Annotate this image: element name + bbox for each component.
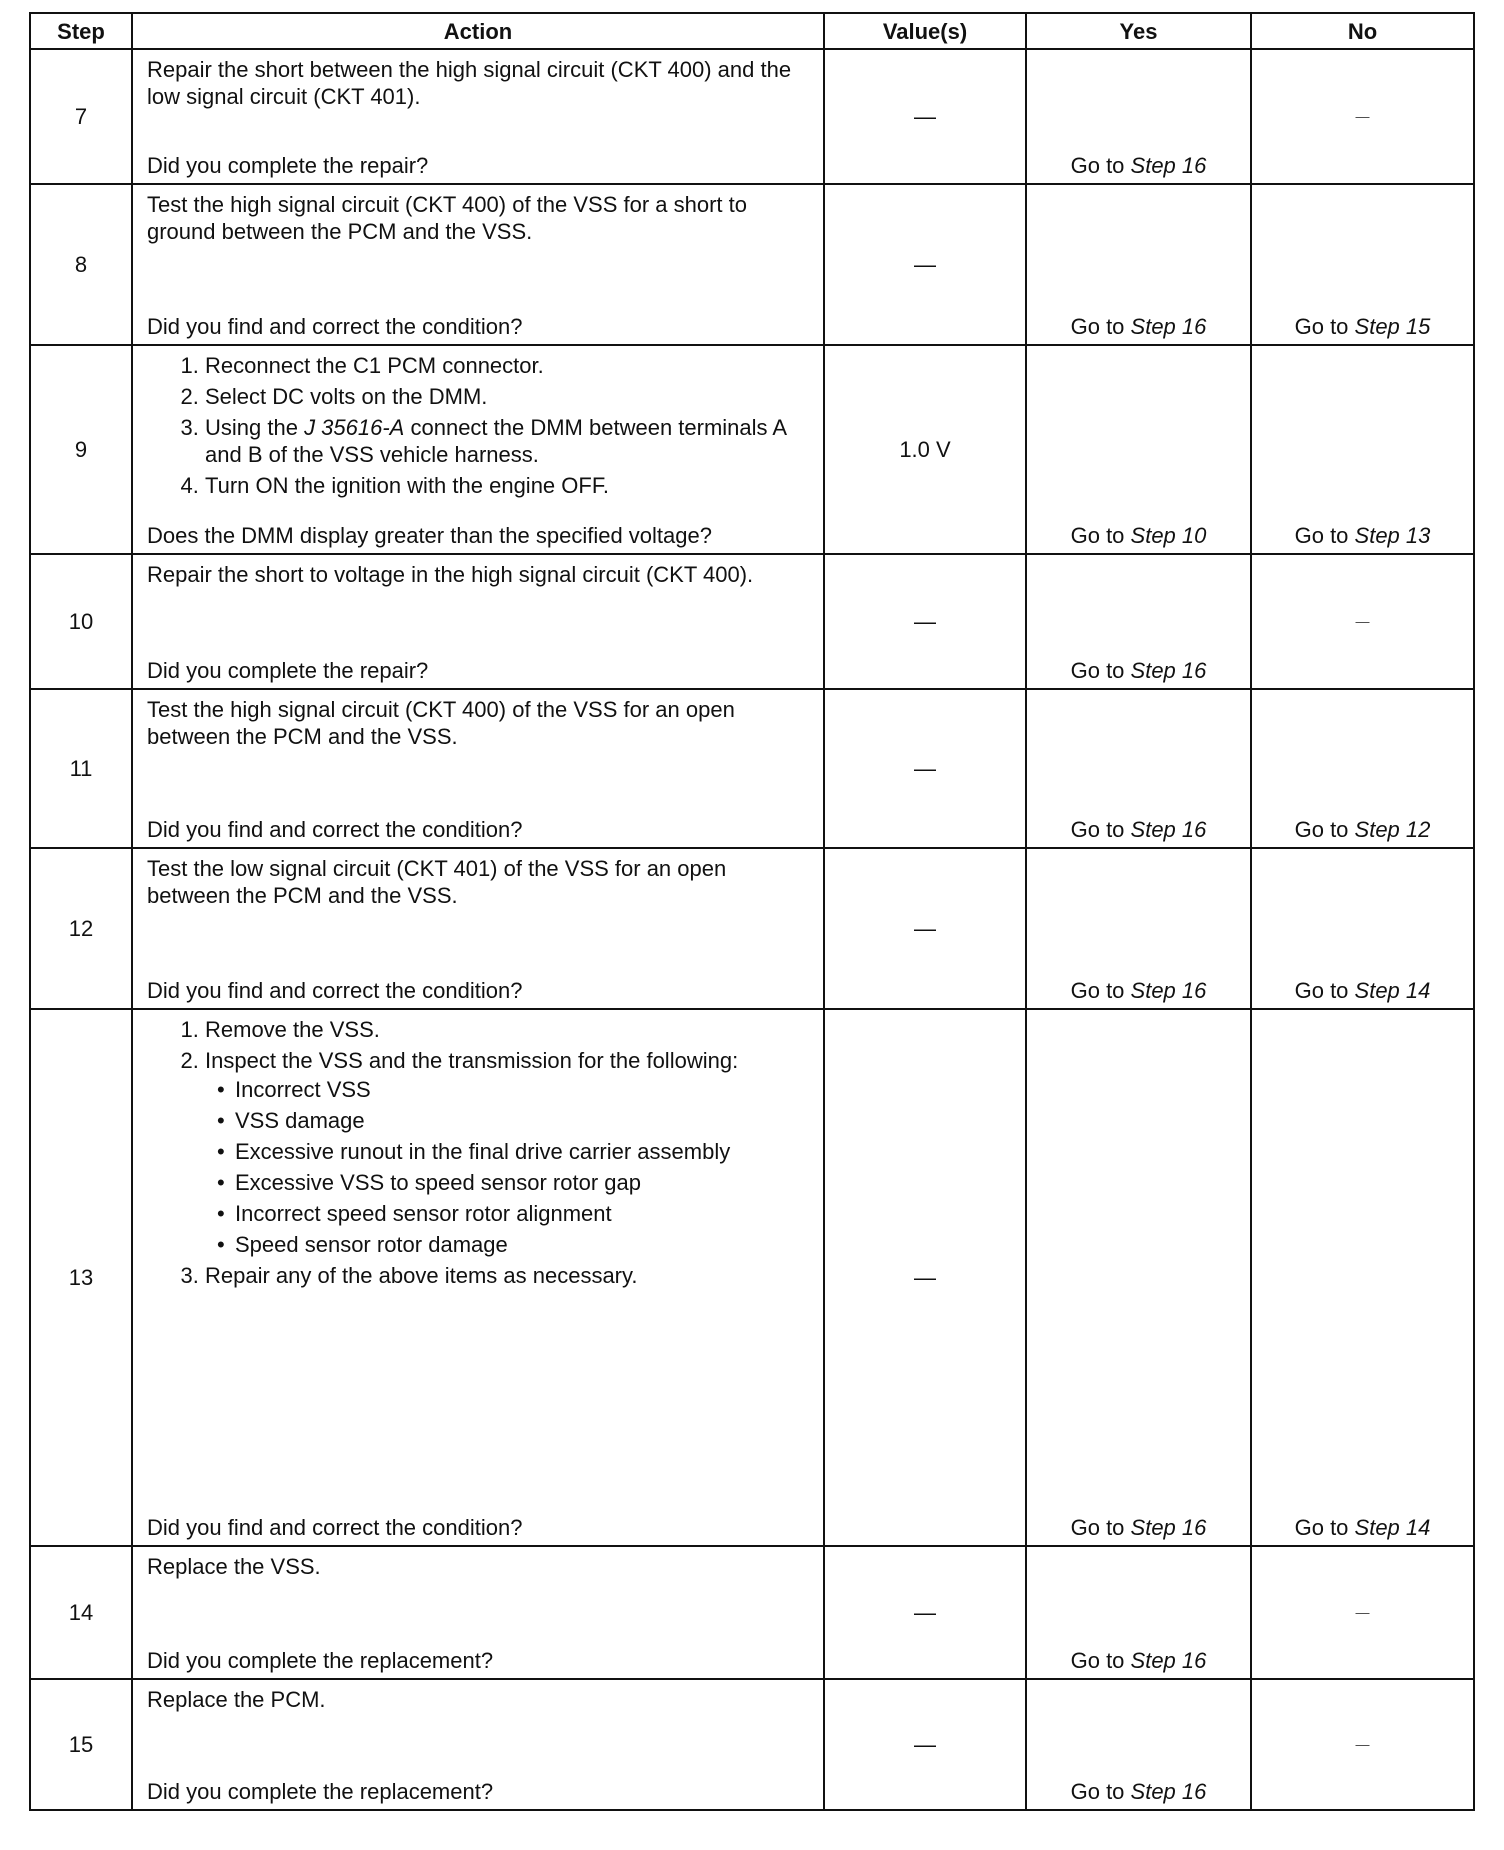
tool-name: J 35616-A — [304, 415, 405, 440]
step-row — [30, 49, 1474, 184]
action-cell — [132, 1009, 824, 1546]
step-row — [30, 1546, 1474, 1679]
value-cell: — — [824, 1009, 1026, 1546]
value-cell: — — [824, 49, 1026, 184]
value-cell: — — [824, 1679, 1026, 1810]
action-cell — [132, 1546, 824, 1679]
step-row — [30, 345, 1474, 554]
action-step: 3. Repair any of the above items as necessary. — [205, 1262, 813, 1289]
inspection-list — [205, 1076, 813, 1258]
inspection-item: • Excessive VSS to speed sensor rotor gap — [235, 1169, 813, 1196]
step-number: 14 — [30, 1546, 132, 1679]
no-link[interactable]: Go to Step 14 — [1251, 1009, 1474, 1546]
action-step: 1. Remove the VSS. — [205, 1016, 813, 1043]
inspection-item: • Speed sensor rotor damage — [235, 1231, 813, 1258]
yes-link[interactable]: Go to Step 16 — [1026, 184, 1251, 345]
action-cell — [132, 345, 824, 554]
action-question: Did you find and correct the condition? — [147, 817, 523, 842]
header-row — [30, 13, 1474, 49]
inspection-item: • Incorrect VSS — [235, 1076, 813, 1103]
header-values: Value(s) — [824, 13, 1026, 49]
step-row — [30, 689, 1474, 848]
action-question: Does the DMM display greater than the specified voltage? — [147, 523, 712, 548]
no-cell: — — [1251, 49, 1474, 184]
action-steps — [147, 352, 813, 499]
step-number: 13 — [30, 1009, 132, 1546]
step-number: 9 — [30, 345, 132, 554]
action-cell — [132, 1679, 824, 1810]
action-cell — [132, 848, 824, 1009]
step-row — [30, 1009, 1474, 1546]
no-link[interactable]: Go to Step 13 — [1251, 345, 1474, 554]
header-step: Step — [30, 13, 132, 49]
action-step: 2. Select DC volts on the DMM. — [205, 383, 813, 410]
no-link[interactable]: Go to Step 15 — [1251, 184, 1474, 345]
action-text: Test the low signal circuit (CKT 401) of the VSS for an open between the PCM and the VSS. — [147, 856, 727, 908]
no-cell: — — [1251, 554, 1474, 689]
header-yes: Yes — [1026, 13, 1251, 49]
no-cell: — — [1251, 1679, 1474, 1810]
no-link[interactable]: Go to Step 14 — [1251, 848, 1474, 1009]
action-text: Test the high signal circuit (CKT 400) of the VSS for a short to ground between the PCM and the VSS. — [147, 192, 747, 244]
header-action: Action — [132, 13, 824, 49]
step-row — [30, 1679, 1474, 1810]
diagnostic-table — [29, 12, 1475, 1811]
step-number: 15 — [30, 1679, 132, 1810]
action-cell — [132, 689, 824, 848]
action-question: Did you complete the repair? — [147, 153, 429, 178]
value-cell: 1.0 V — [824, 345, 1026, 554]
action-question: Did you complete the replacement? — [147, 1648, 494, 1673]
action-question: Did you find and correct the condition? — [147, 314, 523, 339]
no-cell: — — [1251, 1546, 1474, 1679]
step-number: 7 — [30, 49, 132, 184]
action-question: Did you find and correct the condition? — [147, 978, 523, 1003]
action-steps — [147, 1016, 813, 1289]
yes-link[interactable]: Go to Step 16 — [1026, 49, 1251, 184]
action-text: Repair the short to voltage in the high signal circuit (CKT 400). — [147, 562, 754, 587]
action-step: 4. Turn ON the ignition with the engine OFF. — [205, 472, 813, 499]
action-step: 1. Reconnect the C1 PCM connector. — [205, 352, 813, 379]
inspection-item: • Incorrect speed sensor rotor alignment — [235, 1200, 813, 1227]
yes-link[interactable]: Go to Step 16 — [1026, 1679, 1251, 1810]
value-cell: — — [824, 554, 1026, 689]
step-number: 12 — [30, 848, 132, 1009]
action-question: Did you find and correct the condition? — [147, 1515, 523, 1540]
step-row — [30, 848, 1474, 1009]
yes-link[interactable]: Go to Step 16 — [1026, 689, 1251, 848]
step-number: 11 — [30, 689, 132, 848]
action-text: Test the high signal circuit (CKT 400) of the VSS for an open between the PCM and the VSS. — [147, 697, 735, 749]
action-cell — [132, 184, 824, 345]
value-cell: — — [824, 848, 1026, 1009]
action-cell — [132, 554, 824, 689]
no-link[interactable]: Go to Step 12 — [1251, 689, 1474, 848]
action-step: 3. Using the J 35616-A connect the DMM between terminals A and B of the VSS vehicle harness. — [205, 414, 813, 468]
step-row — [30, 184, 1474, 345]
action-text: Replace the VSS. — [147, 1554, 321, 1579]
action-question: Did you complete the replacement? — [147, 1779, 494, 1804]
step-row — [30, 554, 1474, 689]
inspection-item: • VSS damage — [235, 1107, 813, 1134]
action-cell — [132, 49, 824, 184]
action-step: 2. Inspect the VSS and the transmission for the following: • Incorrect VSS • VSS damage • Excessive runout in the final drive carrier assembly • Excessive VSS to speed sensor rotor gap • Incorrect speed sensor rotor alignment • Speed sensor rotor damage — [205, 1047, 813, 1258]
value-cell: — — [824, 184, 1026, 345]
value-cell: — — [824, 689, 1026, 848]
yes-link[interactable]: Go to Step 16 — [1026, 554, 1251, 689]
action-text: Replace the PCM. — [147, 1687, 326, 1712]
value-cell: — — [824, 1546, 1026, 1679]
inspection-item: • Excessive runout in the final drive carrier assembly — [235, 1138, 813, 1165]
action-text: Repair the short between the high signal circuit (CKT 400) and the low signal circuit (CKT 401). — [147, 57, 792, 109]
header-no: No — [1251, 13, 1474, 49]
yes-link[interactable]: Go to Step 16 — [1026, 1546, 1251, 1679]
yes-link[interactable]: Go to Step 16 — [1026, 1009, 1251, 1546]
step-number: 8 — [30, 184, 132, 345]
yes-link[interactable]: Go to Step 16 — [1026, 848, 1251, 1009]
action-question: Did you complete the repair? — [147, 658, 429, 683]
yes-link[interactable]: Go to Step 10 — [1026, 345, 1251, 554]
step-number: 10 — [30, 554, 132, 689]
